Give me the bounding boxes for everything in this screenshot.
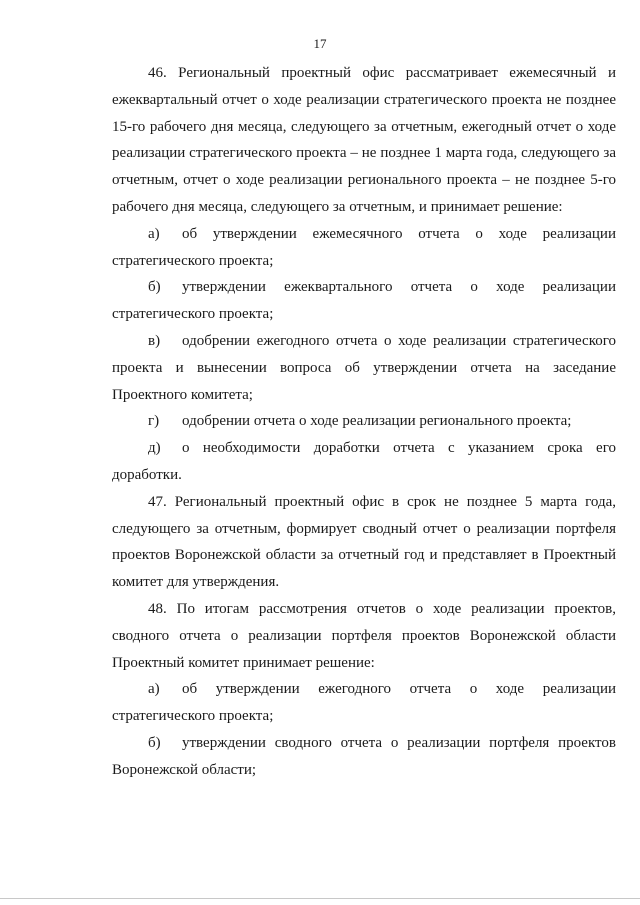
list-item: [112, 408, 616, 435]
page-bottom-edge: [0, 898, 640, 899]
list-marker: а): [148, 681, 160, 698]
list-marker: д): [148, 440, 161, 457]
list-marker: б): [148, 279, 161, 296]
list-marker: а): [148, 225, 160, 242]
list-item: [112, 730, 616, 784]
list-marker: в): [148, 332, 161, 349]
list-item-text: утверждении ежеквартального отчета о ходе реализации стратегического проекта;: [112, 279, 616, 323]
list-marker: б): [148, 734, 161, 751]
paragraph-47: 47. Региональный проектный офис в срок не позднее 5 марта года, следующего за отчетным, формирует сводный отчет о реализации портфеля проектов Воронежской области за отчетный год и представляет в Проектный комитет для утверждения.: [112, 493, 616, 591]
list-item-text: о необходимости доработки отчета с указанием срока его доработки.: [112, 440, 616, 483]
list-item-text: утверждении сводного отчета о реализации портфеля проектов Воронежской области;: [112, 734, 616, 778]
document-body: [112, 60, 616, 784]
list-item: [112, 221, 616, 275]
list-item-text: об утверждении ежегодного отчета о ходе реализации стратегического проекта;: [112, 681, 616, 725]
list-item-text: одобрении отчета о ходе реализации регионального проекта;: [182, 413, 572, 430]
list-item-text: об утверждении ежемесячного отчета о ходе реализации стратегического проекта;: [112, 225, 616, 269]
list-item: [112, 328, 616, 408]
paragraph-48: 48. По итогам рассмотрения отчетов о ходе реализации проектов, сводного отчета о реализации портфеля проектов Воронежской области Проектный комитет принимает решение:: [112, 600, 616, 671]
list-item-text: одобрении ежегодного отчета о ходе реализации стратегического проекта и вынесении вопроса об утверждении отчета на заседание Проектного комитета;: [112, 332, 616, 403]
list-item: [112, 274, 616, 328]
page-number: 17: [313, 36, 327, 51]
list-item: [112, 435, 616, 489]
list-marker: г): [148, 413, 160, 430]
paragraph-46: 46. Региональный проектный офис рассматривает ежемесячный и ежеквартальный отчет о ходе реализации стратегического проекта не позднее 15-го рабочего дня месяца, следующего за отчетным, ежегодный отчет о ходе реализации стратегического проекта – не позднее 1 марта года, следующего за отчетным, отчет о ходе реализации регионального проекта – не позднее 5-го рабочего дня месяца, следующего за отчетным, и принимает решение:: [112, 65, 616, 215]
list-item: [112, 676, 616, 730]
